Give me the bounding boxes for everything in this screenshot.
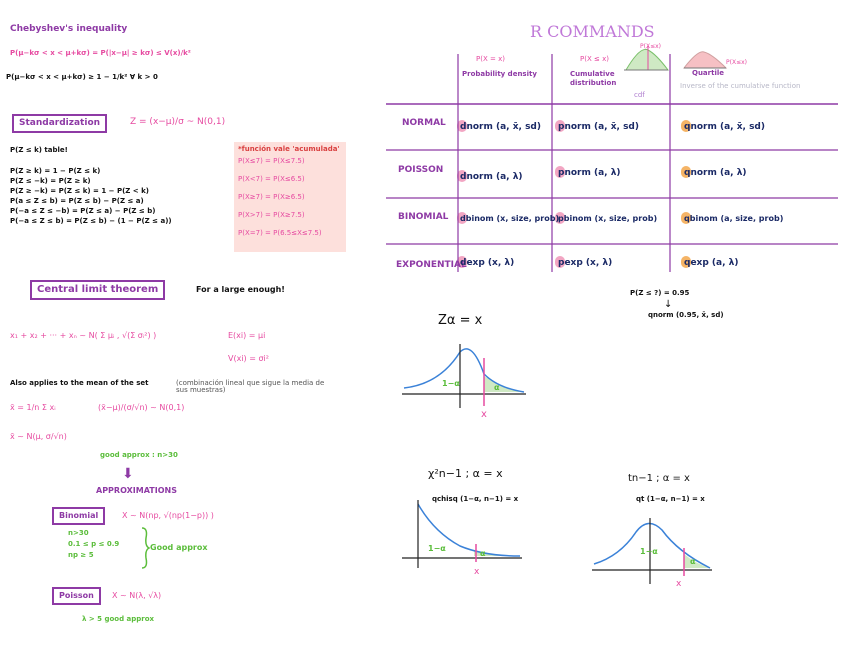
row-label-binomial: BINOMIAL <box>398 212 449 222</box>
col-header-pdf: Probability density <box>462 70 537 78</box>
poisson-label: Poisson <box>52 587 101 605</box>
z-left-area: 1−α <box>442 379 460 388</box>
mean-formula: x̄ = 1/n Σ xᵢ <box>10 403 56 412</box>
example-arrow-icon: ↓ <box>664 299 673 310</box>
mean-note: Also applies to the mean of the set <box>10 379 149 387</box>
approximations-title: APPROXIMATIONS <box>96 486 177 495</box>
clt-note: For a large enough! <box>196 285 285 294</box>
chi-right-area: α <box>480 549 486 558</box>
z-x-marker: x <box>481 409 487 420</box>
continuity-note-box <box>234 142 346 252</box>
mean-distribution: x̄ ~ N(μ, σ/√n) <box>10 432 67 441</box>
z-table-rule-2: P(Z ≥ −k) = P(Z ≤ k) = 1 − P(Z < k) <box>10 187 149 195</box>
example-probability: P(Z ≤ ?) = 0.95 <box>630 289 690 297</box>
clt-formula: x₁ + x₂ + ··· + xₙ ~ N( Σ μᵢ , √(Σ σᵢ²) ) <box>10 331 157 340</box>
row-label-exponential: EXPONENTIAL <box>396 260 467 270</box>
mean-note-small: (combinación lineal que sigue la media de sus muestras) <box>176 379 325 394</box>
z-table-rule-1: P(Z ≤ −k) = P(Z ≥ k) <box>10 177 91 185</box>
t-label: tn−1 ; α = x <box>628 473 690 484</box>
binomial-condition-0: n>30 <box>68 529 89 537</box>
t-left-area: 1−α <box>640 547 658 556</box>
chebyshev-title: Chebyshev's inequality <box>10 24 128 34</box>
chi-left-area: 1−α <box>428 544 446 553</box>
binomial-formula: X ~ N(np, √(np(1−p)) ) <box>122 511 214 520</box>
cdf-mini-tag: P(X≤x) <box>640 43 661 50</box>
col-header-cdf: Cumulative distribution <box>570 70 617 88</box>
standardization-formula: Z = (x−μ)/σ ~ N(0,1) <box>130 117 226 127</box>
poisson-formula: X ~ N(λ, √λ) <box>112 591 162 600</box>
col-header-pdf-top: P(X = x) <box>476 55 505 63</box>
continuity-rule-2: P(X≥7) = P(X≥6.5) <box>238 193 305 201</box>
chi-command: qchisq (1−α, n−1) = x <box>432 495 519 503</box>
cell-pnorm-normal: pnorm (a, x̄, sd) <box>558 122 639 132</box>
t-x-marker: x <box>676 579 682 589</box>
poisson-good-approx: λ > 5 good approx <box>82 615 155 623</box>
cell-qnorm-poisson: qnorm (a, λ) <box>684 168 747 178</box>
col-header-quartile-sub: Inverse of the cumulative function <box>680 82 801 90</box>
quartile-mini-plot <box>682 48 728 70</box>
cell-qnorm-normal: qnorm (a, x̄, sd) <box>684 122 765 132</box>
cell-pbinom: pbinom (x, size, prob) <box>558 214 658 223</box>
continuity-rule-3: P(X>7) = P(X≥7.5) <box>238 211 305 219</box>
down-arrow-icon: ⬇ <box>122 466 134 482</box>
cell-pnorm-poisson: pnorm (a, λ) <box>558 168 621 178</box>
cell-dnorm-normal: dnorm (a, x̄, sd) <box>460 122 541 132</box>
z-right-area: α <box>494 383 500 392</box>
row-label-normal: NORMAL <box>402 118 446 128</box>
z-table-rule-5: P(−a ≤ Z ≤ b) = P(Z ≤ b) − (1 − P(Z ≤ a)) <box>10 217 172 225</box>
binomial-good-approx: Good approx <box>150 543 208 552</box>
continuity-note-title: *función vale 'acumulada' <box>238 145 340 153</box>
binomial-condition-2: np ≥ 5 <box>68 551 94 559</box>
continuity-rule-4: P(X=7) = P(6.5≤X≤7.5) <box>238 229 322 237</box>
col-header-quartile: Quartile <box>692 69 725 77</box>
row-label-poisson: POISSON <box>398 165 444 175</box>
chebyshev-formula-2: P(μ−kσ < x < μ+kσ) ≥ 1 − 1/k² ∀ k > 0 <box>6 73 158 81</box>
good-approx-n30: good approx : n>30 <box>100 451 178 459</box>
cell-pexp: pexp (x, λ) <box>558 258 613 268</box>
binomial-condition-1: 0.1 ≤ p ≤ 0.9 <box>68 540 120 548</box>
normal-curve-plot <box>400 336 530 420</box>
z-alpha-label: Zα = x <box>438 313 483 328</box>
standardization-label: Standardization <box>12 114 107 133</box>
continuity-rule-1: P(X<7) = P(X≤6.5) <box>238 175 305 183</box>
z-table-rule-4: P(−a ≤ Z ≤ −b) = P(Z ≤ a) − P(Z ≤ b) <box>10 207 156 215</box>
curly-brace-icon <box>140 526 150 570</box>
clt-label: Central limit theorem <box>30 280 165 300</box>
chi-square-curve-plot <box>400 496 524 572</box>
example-qnorm: qnorm (0.95, x̄, sd) <box>648 311 724 319</box>
mean-standardized: (x̄−μ)/(σ/√n) ~ N(0,1) <box>98 403 185 412</box>
chi-label: χ²n−1 ; α = x <box>428 467 503 480</box>
cell-dbinom: dbinom (x, size, prob) <box>460 214 560 223</box>
col-header-cdf-sub: cdf <box>634 91 645 99</box>
clt-variance: V(xi) = σi² <box>228 354 269 363</box>
z-table-title: P(Z ≤ k) table! <box>10 146 68 154</box>
chi-x-marker: x <box>474 567 480 577</box>
z-table-rule-0: P(Z ≥ k) = 1 − P(Z ≤ k) <box>10 167 101 175</box>
continuity-rule-0: P(X≤7) = P(X≤7.5) <box>238 157 305 165</box>
cell-qexp: qexp (a, λ) <box>684 258 739 268</box>
z-table-rule-3: P(a ≤ Z ≤ b) = P(Z ≤ b) − P(Z ≤ a) <box>10 197 144 205</box>
cell-dnorm-poisson: dnorm (a, λ) <box>460 172 523 182</box>
t-right-area: α <box>690 557 696 566</box>
t-command: qt (1−α, n−1) = x <box>636 495 705 503</box>
r-commands-title: R COMMANDS <box>530 22 655 41</box>
cell-dexp: dexp (x, λ) <box>460 258 515 268</box>
chebyshev-formula-1: P(μ−kσ < x < μ+kσ) = P(|x−μ| ≥ kσ) ≤ V(x)/k² <box>10 49 191 57</box>
col-header-cdf-top: P(X ≤ x) <box>580 55 609 63</box>
binomial-label: Binomial <box>52 507 105 525</box>
quartile-mini-tag: P(X≤x) <box>726 59 747 66</box>
cell-qbinom: qbinom (a, size, prob) <box>684 214 784 223</box>
clt-expectation: E(xi) = μi <box>228 331 266 340</box>
